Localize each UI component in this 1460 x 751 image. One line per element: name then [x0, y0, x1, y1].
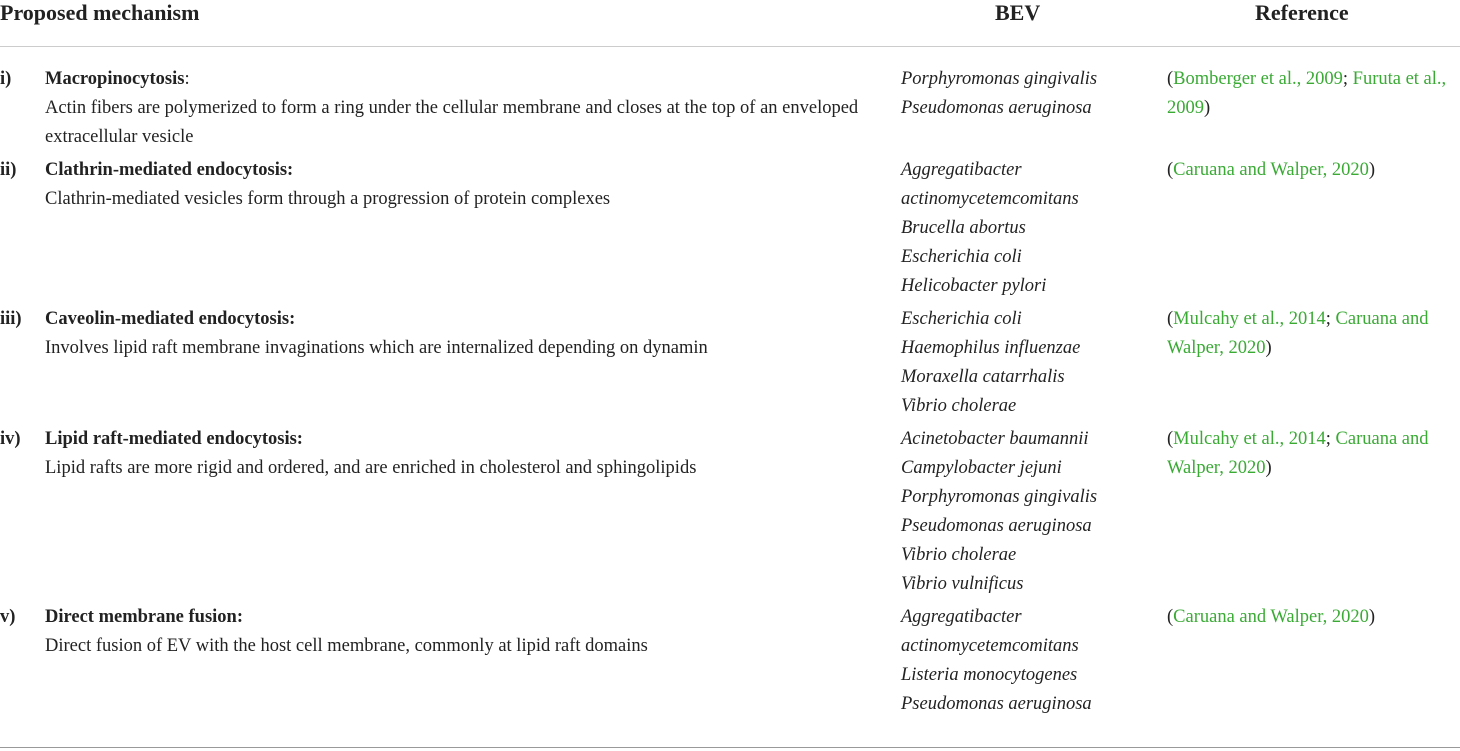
table-header-row — [0, 0, 1460, 47]
bev-species: Helicobacter pylori — [901, 276, 1047, 296]
mechanism-cell — [45, 47, 895, 153]
row-number: v) — [0, 607, 16, 627]
mechanism-title: Direct membrane fusion: — [45, 607, 243, 627]
bev-species: Haemophilus influenzae — [901, 338, 1081, 358]
reference-cell: (Caruana and Walper, 2020) — [1167, 607, 1376, 627]
bev-species: Pseudomonas aeruginosa — [901, 516, 1092, 536]
header-bev: BEV — [895, 0, 1161, 47]
bev-cell — [895, 47, 1161, 153]
row-number: ii) — [0, 160, 17, 180]
reference-cell: (Caruana and Walper, 2020) — [1167, 160, 1376, 180]
bev-species: Vibrio cholerae — [901, 545, 1017, 565]
header-mechanism: Proposed mechanism — [0, 0, 895, 47]
reference-link[interactable]: Mulcahy et al., 2014 — [1173, 429, 1326, 449]
bev-species: Vibrio cholerae — [901, 396, 1017, 416]
mechanism-description: Lipid rafts are more rigid and ordered, and are enriched in cholesterol and sphingolipids — [45, 458, 697, 478]
reference-link[interactable]: Furuta et al., 2009 — [1167, 69, 1447, 118]
mechanism-title-suffix: : — [184, 69, 190, 89]
bev-species: Campylobacter jejuni — [901, 458, 1062, 478]
mechanism-description: Actin fibers are polymerized to form a ring under the cellular membrane and closes at the top of an enveloped extracellular vesicle — [45, 98, 859, 147]
reference-cell: (Bomberger et al., 2009; Furuta et al., 2009) — [1167, 69, 1447, 118]
bev-species: Porphyromonas gingivalis — [901, 487, 1098, 507]
bev-species: Aggregatibacter actinomycetemcomitans — [901, 160, 1079, 209]
row-number: iii) — [0, 309, 22, 329]
header-reference: Reference — [1161, 0, 1460, 47]
bev-species: Pseudomonas aeruginosa — [901, 98, 1092, 118]
mechanism-cell — [45, 152, 895, 301]
bev-species: Listeria monocytogenes — [901, 665, 1078, 685]
table-bottom-rule — [0, 747, 1460, 748]
reference-link[interactable]: Caruana and Walper, 2020 — [1173, 160, 1369, 180]
bev-species: Acinetobacter baumannii — [901, 429, 1089, 449]
bev-cell — [895, 599, 1161, 723]
table-row — [0, 599, 1460, 723]
bev-cell — [895, 421, 1161, 599]
table-row — [0, 301, 1460, 421]
mechanism-cell — [45, 421, 895, 599]
bev-species: Aggregatibacter actinomycetemcomitans — [901, 607, 1079, 656]
reference-link[interactable]: Caruana and Walper, 2020 — [1167, 309, 1429, 358]
bev-cell — [895, 301, 1161, 421]
bev-species: Brucella abortus — [901, 218, 1026, 238]
mechanism-title: Clathrin-mediated endocytosis: — [45, 160, 294, 180]
reference-cell: (Mulcahy et al., 2014; Caruana and Walper, 2020) — [1167, 309, 1429, 358]
reference-link[interactable]: Caruana and Walper, 2020 — [1173, 607, 1369, 627]
mechanism-title: Macropinocytosis — [45, 69, 185, 89]
mechanism-title: Lipid raft-mediated endocytosis: — [45, 429, 303, 449]
mechanism-cell — [45, 599, 895, 723]
reference-cell: (Mulcahy et al., 2014; Caruana and Walper, 2020) — [1167, 429, 1429, 478]
bev-species: Escherichia coli — [901, 309, 1022, 329]
bev-species: Pseudomonas aeruginosa — [901, 694, 1092, 714]
mechanism-title: Caveolin-mediated endocytosis: — [45, 309, 296, 329]
table-row — [0, 47, 1460, 153]
bev-species: Moraxella catarrhalis — [901, 367, 1065, 387]
reference-link[interactable]: Bomberger et al., 2009 — [1173, 69, 1343, 89]
mechanism-description: Clathrin-mediated vesicles form through a progression of protein complexes — [45, 189, 611, 209]
reference-link[interactable]: Mulcahy et al., 2014 — [1173, 309, 1326, 329]
table-row — [0, 421, 1460, 599]
bev-species: Porphyromonas gingivalis — [901, 69, 1098, 89]
mechanism-description: Involves lipid raft membrane invaginations which are internalized depending on dynamin — [45, 338, 708, 358]
bev-species: Escherichia coli — [901, 247, 1022, 267]
mechanism-cell — [45, 301, 895, 421]
bev-cell — [895, 152, 1161, 301]
mechanism-description: Direct fusion of EV with the host cell membrane, commonly at lipid raft domains — [45, 636, 648, 656]
row-number: iv) — [0, 429, 21, 449]
reference-link[interactable]: Caruana and Walper, 2020 — [1167, 429, 1429, 478]
row-number: i) — [0, 69, 12, 89]
bev-species: Vibrio vulnificus — [901, 574, 1024, 594]
table-row — [0, 152, 1460, 301]
